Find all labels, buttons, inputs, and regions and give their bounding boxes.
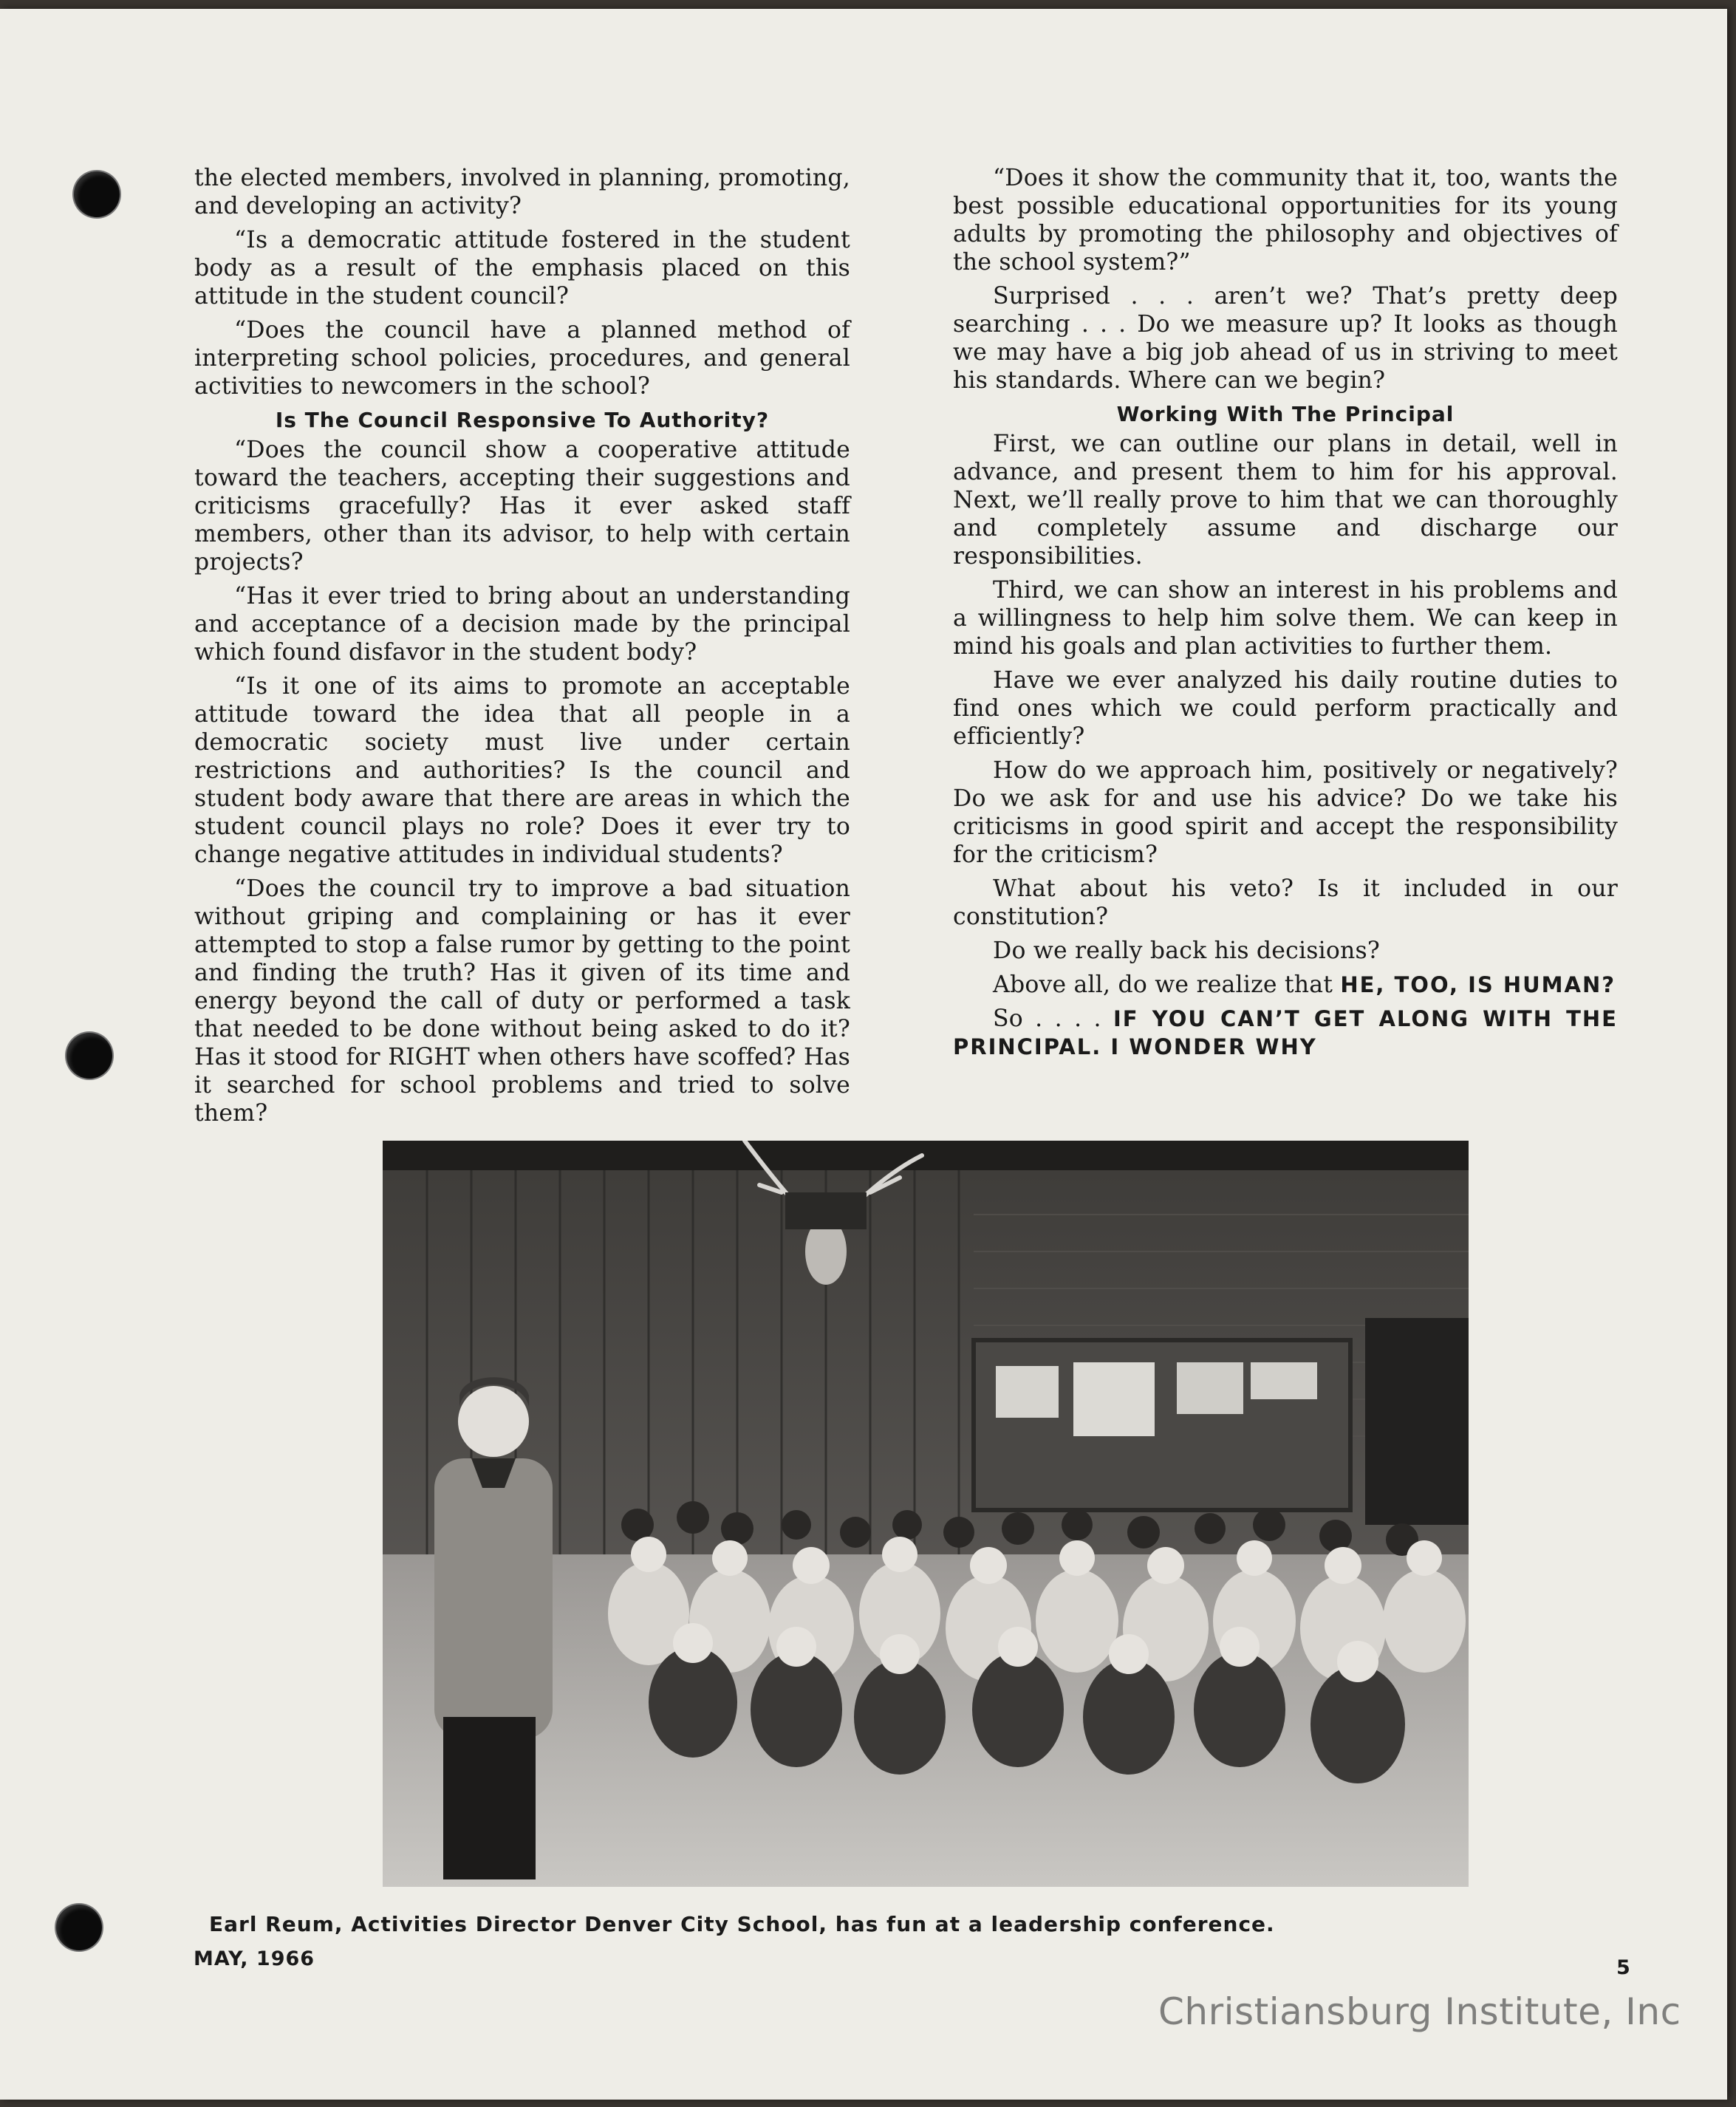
photo-illustration bbox=[383, 1141, 1469, 1887]
paragraph: the elected members, involved in planning, promoting, and developing an activity? bbox=[194, 165, 850, 219]
paragraph-lead: Above all, do we realize that bbox=[993, 971, 1341, 998]
paragraph: Surprised . . . aren’t we? That’s pretty deep searching . . . Do we measure up? It looks as though we may have a big job ahead of us in striving to meet his standards. Where can we begin? bbox=[953, 283, 1618, 394]
paragraph-lead: So . . . . bbox=[993, 1005, 1113, 1032]
paragraph: “Does the council have a planned method of interpreting school policies, procedures, and general activities to newcomers in the school? bbox=[194, 317, 850, 400]
binder-hole-middle bbox=[66, 1033, 112, 1079]
issue-date: MAY, 1966 bbox=[194, 1947, 315, 1970]
paragraph bbox=[953, 971, 1618, 999]
magazine-page bbox=[0, 9, 1727, 2100]
paragraph: First, we can outline our plans in detail, well in advance, and present them to him for his approval. Next, we’ll really prove to him that we can thoroughly and completely assume and discharge our responsibilities. bbox=[953, 431, 1618, 570]
paragraph: Third, we can show an interest in his problems and a willingness to help him solve them. We can keep in mind his goals and plan activities to further them. bbox=[953, 577, 1618, 660]
paragraph: Have we ever analyzed his daily routine duties to find ones which we could perform practically and efficiently? bbox=[953, 667, 1618, 750]
binder-hole-top bbox=[74, 171, 120, 217]
emphasis-text: IF YOU CAN’T GET ALONG WITH THE PRINCIPAL. I WONDER WHY bbox=[953, 1006, 1618, 1059]
paragraph: “Does the council try to improve a bad situation without griping and complaining or has it ever attempted to stop a false rumor by getting to the point and finding the truth? Has it given of its time and energy beyond the call of duty or performed a task that needed to be done without being asked to do it? Has it stood for RIGHT when others have scoffed? Has it searched for school problems and tried to solve them? bbox=[194, 875, 850, 1127]
photo-caption: Earl Reum, Activities Director Denver City School, has fun at a leadership conference. bbox=[209, 1912, 1275, 1936]
left-text-column bbox=[194, 164, 850, 1133]
paragraph: “Does it show the community that it, too, wants the best possible educational opportunities for its young adults by promoting the philosophy and objectives of the school system?” bbox=[953, 165, 1618, 276]
paragraph: “Has it ever tried to bring about an understanding and acceptance of a decision made by the principal which found disfavor in the student body? bbox=[194, 583, 850, 666]
paragraph: “Is it one of its aims to promote an acceptable attitude toward the idea that all people in a democratic society must live under certain restrictions and authorities? Is the council and student body aware that there are areas in which the student council plays no role? Does it ever try to change negative attitudes in individual students? bbox=[194, 673, 850, 868]
section-heading-authority: Is The Council Responsive To Authority? bbox=[275, 408, 770, 432]
binder-hole-bottom bbox=[56, 1905, 102, 1950]
paragraph: Do we really back his decisions? bbox=[993, 938, 1380, 964]
paragraph: “Does the council show a cooperative attitude toward the teachers, accepting their suggestions and criticisms gracefully? Has it ever asked staff members, other than its advisor, to help with certain projects? bbox=[194, 437, 850, 576]
paragraph: What about his veto? Is it included in our constitution? bbox=[953, 875, 1618, 930]
paragraph: How do we approach him, positively or negatively? Do we ask for and use his advice? Do we take his criticisms in good spirit and accept the responsibility for the criticism? bbox=[953, 757, 1618, 868]
conference-photo bbox=[383, 1141, 1469, 1887]
emphasis-text: HE, TOO, IS HUMAN? bbox=[1340, 972, 1616, 997]
right-text-column bbox=[953, 164, 1618, 1067]
section-heading-principal: Working With The Principal bbox=[1116, 402, 1455, 426]
paragraph bbox=[953, 1005, 1618, 1061]
watermark-text: Christiansburg Institute, Inc bbox=[1158, 1990, 1681, 2033]
page-number: 5 bbox=[1616, 1956, 1630, 1979]
paragraph: “Is a democratic attitude fostered in the student body as a result of the emphasis placed on this attitude in the student council? bbox=[194, 227, 850, 310]
